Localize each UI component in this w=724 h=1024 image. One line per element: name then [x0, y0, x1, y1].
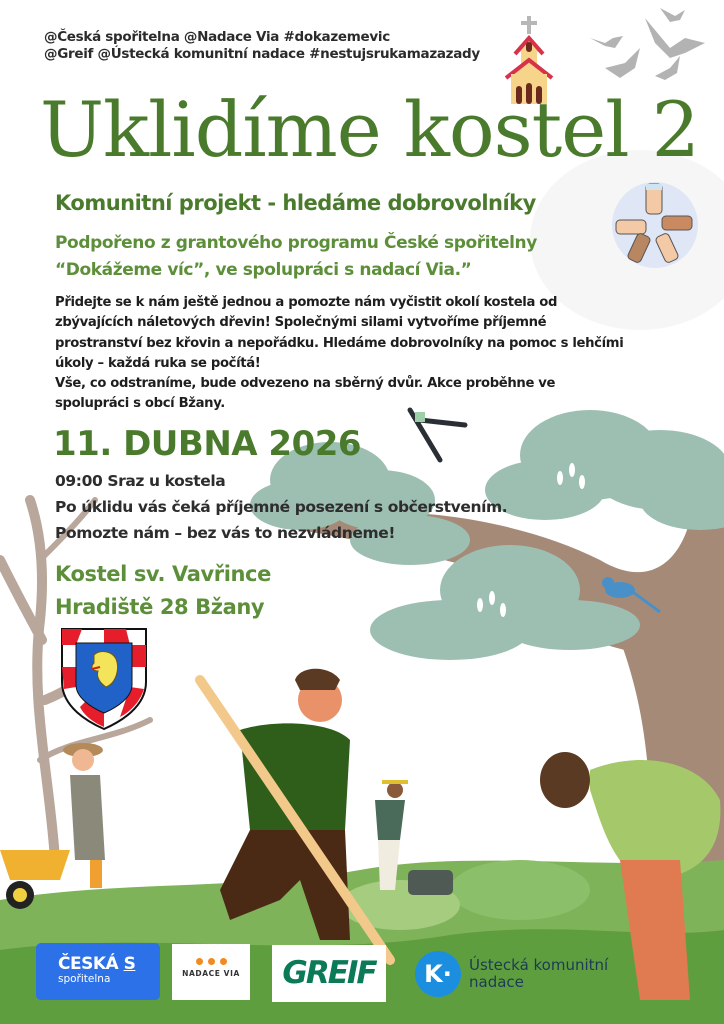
description-line: prostranství bez křovin a nepořádku. Hledáme dobrovolníky na pomoc s lehčími — [55, 335, 624, 351]
description-line: Vše, co odstraníme, bude odvezeno na sběrný dvůr. Akce proběhne ve — [55, 376, 556, 392]
ukn-logo-line-1: Ústecká komunitní — [469, 956, 609, 974]
ceska-sporitelna-logo — [36, 943, 160, 1000]
event-description — [55, 293, 695, 415]
poster-title: Uklidíme kostel 2 — [40, 85, 700, 174]
coat-of-arms-icon — [60, 627, 148, 731]
grant-info — [55, 230, 537, 284]
event-call-to-action: Pomozte nám – bez vás to nezvládneme! — [55, 524, 396, 542]
bats-icon — [585, 8, 720, 88]
cs-logo-subname: spořitelna — [58, 973, 111, 985]
event-refreshments: Po úklidu vás čeká příjemné posezení s občerstvením. — [55, 498, 508, 516]
fists-icon — [612, 182, 698, 268]
grant-line-1: Podpořeno z grantového programu České spořitelny — [55, 233, 537, 253]
description-line: zbývajících náletových dřevin! Společnými silami vytvoříme příjemné — [55, 315, 547, 331]
nadace-via-logo — [172, 944, 250, 1000]
event-date: 11. DUBNA 2026 — [53, 424, 362, 464]
hashtags — [44, 29, 480, 63]
cs-s-icon: S — [123, 954, 136, 974]
event-location — [55, 558, 271, 624]
via-logo-label: NADACE VIA — [182, 969, 240, 978]
description-line: Přidejte se k nám ještě jednou a pomozte nám vyčistit okolí kostela od — [55, 295, 558, 310]
grant-line-2: “Dokážeme víc”, ve spolupráci s nadací Via.” — [55, 260, 472, 280]
poster-subtitle: Komunitní projekt - hledáme dobrovolníky — [55, 191, 536, 215]
hashtag-line-2: @Greif @Ústecká komunitní nadace #nestujsrukamazazady — [44, 46, 480, 62]
greif-logo: GREIF — [272, 945, 386, 1002]
description-line: úkoly – každá ruka se počítá! — [55, 355, 261, 371]
via-dots-icon — [172, 958, 250, 965]
location-address: Hradiště 28 Bžany — [55, 595, 265, 619]
location-name: Kostel sv. Vavřince — [55, 562, 271, 586]
event-details — [55, 468, 507, 546]
ukn-k-icon: K· — [415, 951, 461, 997]
description-line: spolupráci s obcí Bžany. — [55, 396, 225, 412]
cs-logo-name: ČESKÁ — [58, 954, 119, 974]
hashtag-line-1: @Česká spořitelna @Nadace Via #dokazemevic — [44, 29, 390, 45]
event-time: 09:00 Sraz u kostela — [55, 472, 226, 490]
ukn-logo-line-2: nadace — [469, 973, 524, 991]
team-fists-illustration — [612, 182, 698, 268]
ustecka-komunitni-nadace-logo — [415, 948, 608, 1000]
